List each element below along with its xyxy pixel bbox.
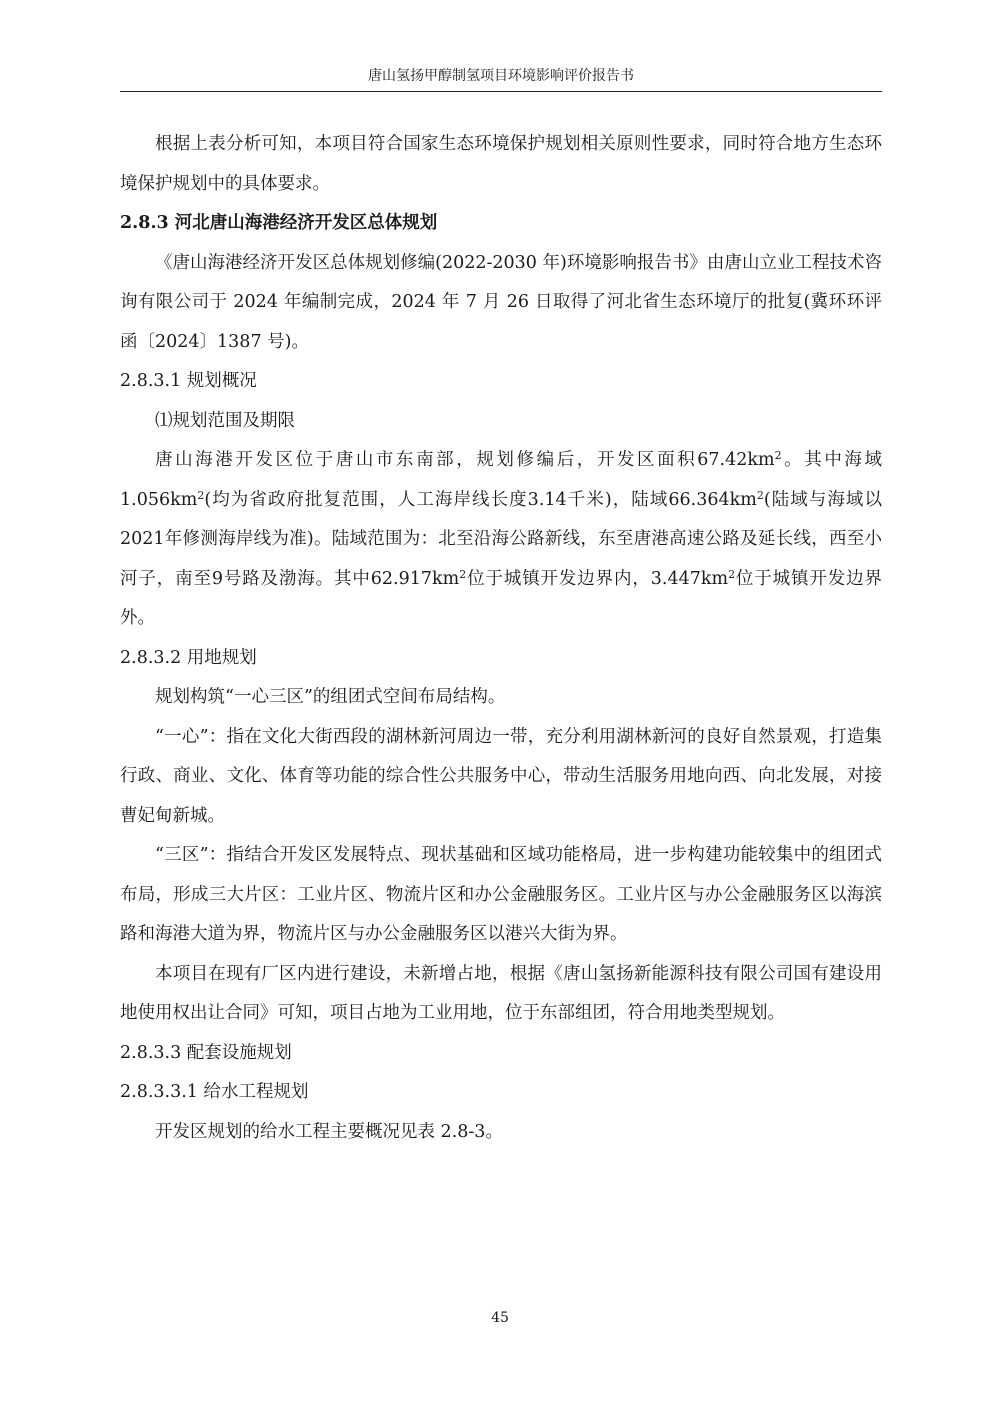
section-heading-2-8-3-3-1: 2.8.3.3.1 给水工程规划 — [120, 1082, 309, 1102]
area-text-2: 。其中海域1.056km — [120, 450, 883, 510]
area-text-3: (均为省政府批复范围，人工海岸线长度3.14千米)，陆域66.364km — [204, 489, 757, 510]
section-heading-2-8-3-2: 2.8.3.2 用地规划 — [120, 647, 257, 668]
paragraph-conclusion: 根据上表分析可知，本项目符合国家生态环境保护规划相关原则性要求，同时符合地方生态环境保护规划中的具体要求。 — [120, 134, 882, 194]
paragraph-layout: 规划构筑“一心三区”的组团式空间布局结构。 — [155, 687, 506, 707]
paragraph-water-supply: 开发区规划的给水工程主要概况见表 2.8-3。 — [155, 1121, 503, 1142]
superscript-2: 2 — [774, 449, 782, 462]
superscript-2: 2 — [197, 488, 205, 502]
paragraph-area — [120, 441, 882, 639]
running-header: 唐山氢扬甲醇制氢项目环境影响评价报告书 — [368, 68, 634, 84]
page-number: 45 — [491, 1310, 509, 1326]
area-text-1: 唐山海港开发区位于唐山市东南部，规划修编后，开发区面积67.42km — [155, 450, 775, 470]
section-heading-2-8-3-1: 2.8.3.1 规划概况 — [120, 371, 257, 391]
area-text-6: 位于城镇开发边界外。 — [120, 568, 883, 628]
section-heading-2-8-3: 2.8.3 河北唐山海港经济开发区总体规划 — [120, 213, 438, 233]
area-text-4: (陆域与海域以2021年修测海岸线为准)。陆域范围为：北至沿海公路新线，东至唐港高速公路及延长线，西至小河子，南至9号路及渤海。其中62.917km — [120, 489, 882, 589]
subheading-scope: ⑴规划范围及期限 — [155, 410, 295, 431]
paragraph-report-intro: 《唐山海港经济开发区总体规划修编(2022-2030 年)环境影响报告书》由唐山立业工程技术咨询有限公司于 2024 年编制完成，2024 年 7 月 26 日取得了河北省生态环境厅的批复(冀环环评函〔2024〕1387 号)。 — [120, 252, 882, 352]
superscript-2: 2 — [728, 567, 736, 581]
superscript-2: 2 — [459, 567, 467, 581]
section-heading-2-8-3-3: 2.8.3.3 配套设施规划 — [120, 1042, 292, 1063]
header-rule — [120, 91, 882, 92]
superscript-2: 2 — [756, 488, 764, 502]
paragraph-one-center: “一心”：指在文化大街西段的湖林新河周边一带，充分利用湖林新河的良好自然景观，打造集行政、商业、文化、体育等功能的综合性公共服务中心，带动生活服务用地向西、向北发展，对接曹妃甸新城。 — [120, 726, 882, 826]
document-body — [120, 125, 882, 1152]
area-text-5: 位于城镇开发边界内，3.447km — [466, 568, 729, 589]
paragraph-land-use: 本项目在现有厂区内进行建设，未新增占地，根据《唐山氢扬新能源科技有限公司国有建设用地使用权出让合同》可知，项目占地为工业用地，位于东部组团，符合用地类型规划。 — [120, 963, 882, 1023]
paragraph-three-zones: “三区”：指结合开发区发展特点、现状基础和区域功能格局，进一步构建功能较集中的组团式布局，形成三大片区：工业片区、物流片区和办公金融服务区。工业片区与办公金融服务区以海滨路和海港大道为界，物流片区与办公金融服务区以港兴大街为界。 — [120, 845, 882, 944]
